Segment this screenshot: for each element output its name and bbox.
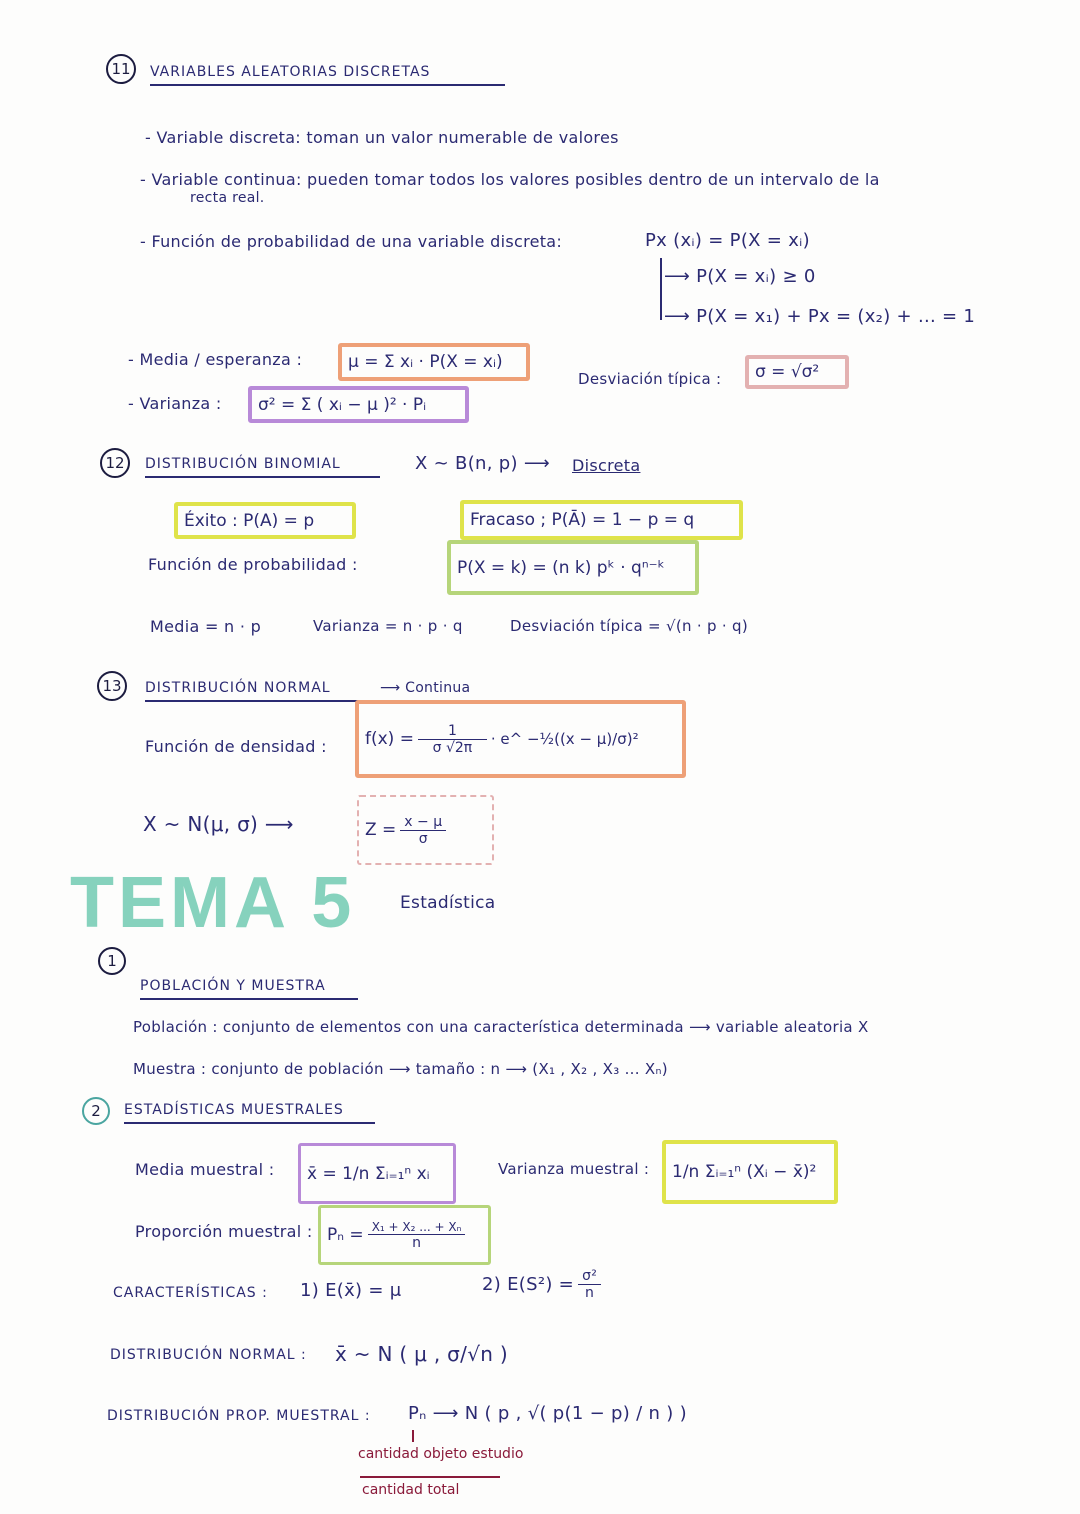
- prob-function-formula: Px (xᵢ) = P(X = xᵢ): [645, 230, 810, 251]
- sample-proportion-label: Proporción muestral :: [135, 1222, 313, 1241]
- numerator: 1: [418, 723, 487, 740]
- char-2-fraction: [578, 1268, 601, 1301]
- characteristics-label: CARACTERÍSTICAS :: [113, 1285, 268, 1301]
- continuous-definition-cont: recta real.: [190, 190, 265, 206]
- chapter-subtitle: Estadística: [400, 893, 496, 913]
- section-number-12: 12: [100, 448, 130, 478]
- prob-function-label: Función de probabilidad :: [148, 555, 358, 574]
- condition-sum-one: ⟶ P(X = x₁) + Px = (x₂) + ... = 1: [664, 306, 976, 327]
- binomial-mean: Media = n · p: [150, 617, 262, 636]
- annotation-pointer: [412, 1430, 414, 1442]
- success-box: Éxito : P(A) = p: [174, 502, 356, 539]
- sample-mean-box: x̄ = 1/n Σᵢ₌₁ⁿ xᵢ: [298, 1143, 456, 1204]
- chapter-title: TEMA 5: [70, 863, 356, 943]
- note-fraction-line: [360, 1476, 500, 1478]
- section-title: DISTRIBUCIÓN BINOMIAL: [145, 456, 380, 478]
- z-fraction: [400, 814, 446, 847]
- density-lhs: f(x) =: [365, 729, 414, 749]
- prop-lhs: Pₙ =: [327, 1225, 364, 1245]
- sample-variance-box: 1/n Σᵢ₌₁ⁿ (Xᵢ − x̄)²: [662, 1140, 838, 1204]
- mean-formula-box: μ = Σ xᵢ · P(X = xᵢ): [338, 343, 530, 381]
- characteristic-1: 1) E(x̄) = μ: [300, 1280, 402, 1301]
- numerator: X₁ + X₂ ... + Xₙ: [368, 1220, 466, 1235]
- variance-formula-box: σ² = Σ ( xᵢ − μ )² · Pᵢ: [248, 386, 469, 423]
- sd-formula-box: σ = √σ²: [745, 355, 849, 389]
- note-numerator: cantidad objeto estudio: [358, 1446, 524, 1462]
- prop-fraction: [368, 1220, 466, 1251]
- denominator: n: [585, 1285, 595, 1301]
- section-title: POBLACIÓN Y MUESTRA: [140, 978, 358, 1000]
- discrete-definition: - Variable discreta: toman un valor numerable de valores: [145, 128, 619, 147]
- condition-nonnegative: ⟶ P(X = xᵢ) ≥ 0: [664, 266, 816, 287]
- normal-dist-label: DISTRIBUCIÓN NORMAL :: [110, 1347, 307, 1363]
- sample-proportion-box: [318, 1205, 491, 1265]
- prop-dist-label: DISTRIBUCIÓN PROP. MUESTRAL :: [107, 1408, 371, 1424]
- density-exponent: · e^ −½((x − μ)/σ)²: [490, 730, 639, 748]
- prop-dist-formula: Pₙ ⟶ N ( p , √( p(1 − p) / n ) ): [408, 1403, 687, 1424]
- section-title: VARIABLES ALEATORIAS DISCRETAS: [150, 64, 505, 86]
- density-label: Función de densidad :: [145, 737, 327, 756]
- normal-dist-formula: x̄ ~ N ( μ , σ/√n ): [335, 1342, 508, 1366]
- sample-variance-label: Varianza muestral :: [498, 1160, 650, 1178]
- z-score-box: [357, 795, 494, 865]
- section-number-2: 2: [82, 1097, 110, 1125]
- numerator: σ²: [578, 1268, 601, 1285]
- sample-definition: Muestra : conjunto de población ⟶ tamaño : n ⟶ (X₁ , X₂ , X₃ ... Xₙ): [133, 1060, 668, 1078]
- section-number-11: 11: [106, 54, 136, 84]
- section-title: ESTADÍSTICAS MUESTRALES: [124, 1102, 375, 1124]
- char-2-lhs: 2) E(S²) =: [482, 1274, 575, 1295]
- binomial-variance: Varianza = n · p · q: [313, 617, 463, 635]
- prob-function-label: - Función de probabilidad de una variable discreta:: [140, 232, 563, 251]
- numerator: x − μ: [400, 814, 446, 831]
- binomial-notation: X ~ B(n, p) ⟶: [415, 453, 550, 474]
- continuous-definition: - Variable continua: pueden tomar todos los valores posibles dentro de un intervalo de la: [140, 170, 880, 189]
- z-lhs: Z =: [365, 820, 397, 840]
- section-number-13: 13: [97, 671, 127, 701]
- variance-label: - Varianza :: [128, 394, 222, 413]
- binomial-pmf-box: P(X = k) = (n k) pᵏ · qⁿ⁻ᵏ: [447, 540, 699, 595]
- distribution-type: ⟶ Continua: [380, 680, 471, 696]
- section-number-1: 1: [98, 947, 126, 975]
- section-title: DISTRIBUCIÓN NORMAL: [145, 680, 365, 702]
- sample-mean-label: Media muestral :: [135, 1160, 275, 1179]
- density-fraction: [418, 723, 487, 756]
- bracket-line: [660, 258, 662, 320]
- density-formula-box: [355, 700, 686, 778]
- characteristic-2: [482, 1268, 605, 1301]
- normal-notation: X ~ N(μ, σ) ⟶: [143, 812, 294, 836]
- note-denominator: cantidad total: [362, 1482, 460, 1498]
- denominator: σ: [418, 830, 428, 847]
- mean-label: - Media / esperanza :: [128, 350, 303, 369]
- distribution-type: Discreta: [572, 456, 641, 475]
- binomial-sd: Desviación típica = √(n · p · q): [510, 617, 748, 635]
- denominator: n: [412, 1234, 421, 1251]
- population-definition: Población : conjunto de elementos con una característica determinada ⟶ variable aleatoria X: [133, 1018, 869, 1036]
- failure-box: Fracaso ; P(Ā) = 1 − p = q: [460, 500, 743, 540]
- denominator: σ √2π: [432, 739, 473, 756]
- sd-label: Desviación típica :: [578, 370, 722, 388]
